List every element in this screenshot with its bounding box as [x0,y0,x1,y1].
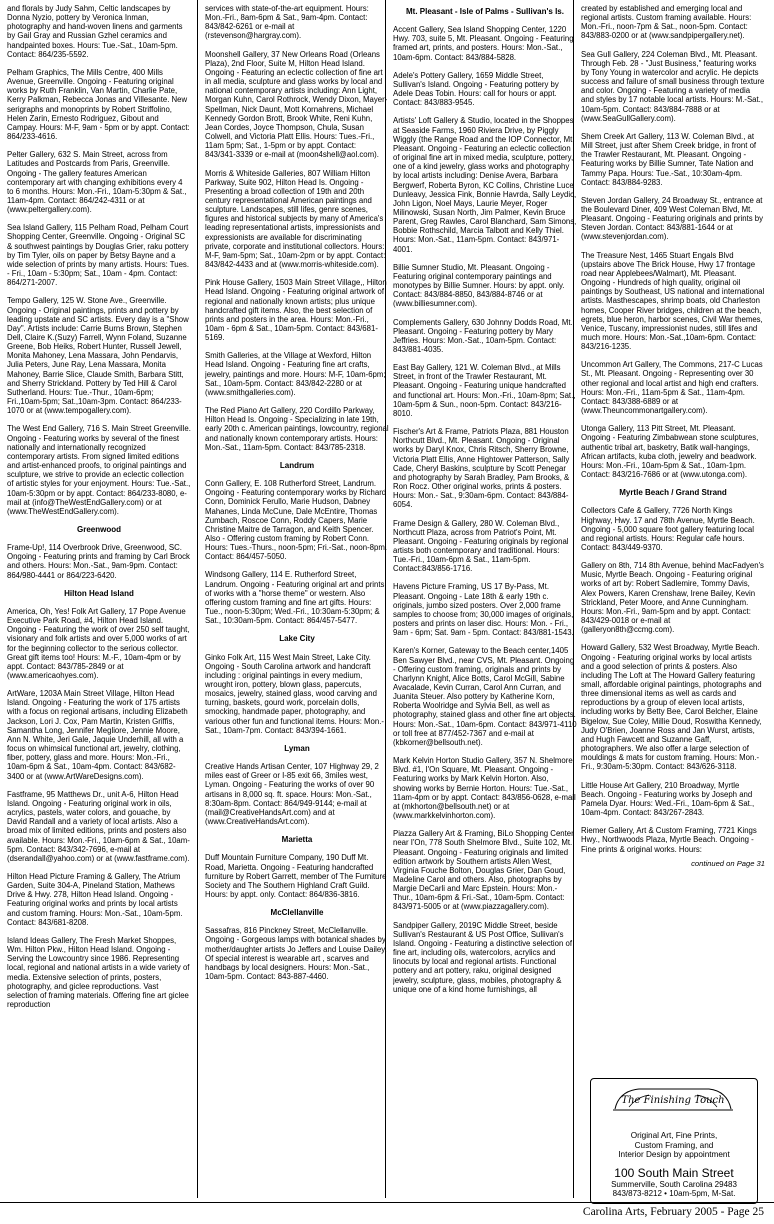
ad-address: 100 South Main Street [614,1166,734,1180]
listing-entry: Uncommon Art Gallery, The Commons, 217-C Lucas St., Mt. Pleasant. Ongoing - Representing over 30 other regional and local artist and high end crafters. Hours: Mon.-Fri., 11am-5pm & Sat., 11am-4pm. Contact: 843/388-6889 or at (www.Theuncommonartgallery.com). [581,360,763,416]
column-2 [205,4,389,1200]
listing-entry: Creative Hands Artisan Center, 107 Highway 29, 2 miles east of Greer or I-85 exit 66, 3miles west, Lyman. Ongoing - Featuring the works of over 90 artisans in 8,000 sq. ft. space. Hours: Mon.-Sat., 8:30am-8pm. Contact: 864/949-9144; e-mail at (mail@CreativeHandsArt.com) and at (www.CreativeHandsArt.com). [205,762,379,827]
listing-entry: Ginko Folk Art, 115 West Main Street, Lake City. Ongoing - South Carolina artwork and handcraft including : original paintings in every medium, wrought iron, pottery, blown glass, papercuts, mosaics, jewelry, stained glass, wood carving and turning, baskets, gourd work, porcelain dolls, smocking, handmade paper, photography, and various other fun and functional items. Hours: Mon.-Sat., 10am-7pm. Contact: 843/394-1661. [205,652,384,735]
column-3 [393,4,577,1200]
listing-entry: America, Oh, Yes! Folk Art Gallery, 17 Pope Avenue Executive Park Road, #4, Hilton Head Island. Ongoing - Featuring the work of over 250 self taught, visionary and folk artists and over 5,000 works of art for the beginning collector to the serious collector. Great gift items too! Hours: M.-F., 10am-4pm or by appt. Contact: 843/785-2849 or at (www.americaohyes.com). [7,606,190,680]
listing-entry: created by established and emerging local and regional artists. Custom framing available. Hours: Mon.-Fri., noon-7pm & Sat., noon-5pm. Contact: 843/883-0200 or at (www.sandpipergallery.net). [581,4,752,41]
ad-contact: 843/873-8212 • 10am-5pm, M-Sat. [612,1189,736,1198]
listing-entry: Complements Gallery, 630 Johnny Dodds Road, Mt. Pleasant. Ongoing - Featuring pottery by Mary Jeffries. Hours: Mon.-Sat., 10am-5pm. Contact: 843/881-4035. [393,317,573,354]
listing-entry: Frame Design & Gallery, 280 W. Coleman Blvd., Northcutt Plaza, across from Patriot's Point, Mt. Pleasant. Ongoing - Featuring originals by regional artists both contemporary and traditional. Hours: Tue.-Fri., 10am-6pm & Sat., 11am-5pm. Contact:843/856-1716. [393,518,569,574]
listing-entry: Karen's Korner, Gateway to the Beach center,1405 Ben Sawyer Blvd., near CVS, Mt. Pleasant. Ongoing - Offering custom framing, originals and prints by Charlynn Knight, Alice Botts, Carol McGill, Sabine Avacalade, Kevin Curran, Carol Ann Curran, and Juanita Steuer. Also pottery by Katherine Korn, Roberta Woolridge and Sylvia Bell, as well as photography, stained glass and other fine art objects. Hours: Mon.-Sat., 10am-6pm. Contact: 843/971-4110 or toll free at 877/452-7367 and e-mail at (kbkorner@bellsouth.net). [393,646,577,747]
section-heading: Hilton Head Island [64,588,134,598]
footer-rule [0,1202,774,1203]
listing-entry: Pelter Gallery, 632 S. Main Street, across from Latitudes and Postcards from Paris, Greenville. Ongoing - The gallery features American contemporary art with changing exhibitions every 4 to 6 months. Hours: Mon.-Fri., 10am-5:30pm & Sat., 11am-4pm. Contact: 864/242-4311 or at (www.peltergallery.com). [7,150,187,215]
listing-entry: Steven Jordan Gallery, 24 Broadway St., entrance at the Boulevard Diner, 409 West Coleman Blvd, Mt. Pleasant. Ongoing - Featuring originals and prints by Steven Jordan. Contact: 843/881-1644 or at (www.stevenjordan.com). [581,195,764,242]
ad-line-2: Custom Framing, and [634,1140,714,1150]
listing-entry: Havens Picture Framing, US 17 By-Pass, Mt. Pleasant. Ongoing - Late 18th & early 19th c. originals, jumbo sized posters. Over 2,000 frame samples to choose from; 30,000 images of originals, posters and prints on laser disc. Hours: Mon. - Fri., 9am - 6pm; Sat. 9am - 5pm. Contact: 843/881-1543. [393,582,574,638]
listing-entry: Fischer's Art & Frame, Patriots Plaza, 881 Houston Northcutt Blvd., Mt. Pleasant. Ongoing - Original works by Daryl Knox, Chris Ritsch, Sherry Browne, Victoria Platt Ellis, Anne Hightower Patterson, Sally Cade, Cheryl Baskins, sculpture by Scott Penegar and photography by Sarah Bradley, Pam Brooks, & Ron Rocz. Other original works, prints & posters. Hours: Mon.- Sat., 9:30am-6pm. Contact: 843/884-6054. [393,427,570,510]
listing-entry: Windsong Gallery, 114 E. Rutherford Street, Landrum. Ongoing - Featuring original art and prints of works with a "horse theme" or western. Also offering custom framing and fine art gifts. Hours: Tue., noon-5:30pm; Wed.-Fri., 10:30am-5:30pm; & Sat., 10:30am-5pm. Contact: 864/457-5477. [205,570,385,626]
listing-entry: The Treasure Nest, 1465 Stuart Engals Blvd (upstairs above The Brick House, Hwy 17 frontage road near Applebees/Walmart), Mt. Pleasant. Ongoing - Hundreds of high quality, original oil paintings by Southeast, US national and international artists. Masthescapes, shrimp boats, old Charleston homes, Cooper River bridges, children at the beach, egrets, blue heron, harbor scenes, Civil War themes, Venice, Tuscany, impressionist nudes, still lifes and much more. Hours: Mon.-Sat.,10am-6pm. Contact: 843/216-1235. [581,250,765,352]
listing-entry: Little House Art Gallery, 210 Broadway, Myrtle Beach. Ongoing - Featuring works by Joseph and Pamela Dyar. Hours: Wed.-Fri., 10am-6pm & Sat., 10am-4pm. Contact: 843/267-2843. [581,780,755,818]
listing-entry: Conn Gallery, E. 108 Rutherford Street, Landrum. Ongoing - Featuring contemporary works by Richard Conn, Dominick Ferullo, Marie Hudson, Dabney Mahanes, Linda McCune, Dale McEntire, Thomas Zumbach, Roscoe Conn, Roddy Capers, Marie Christine Maitre de Tarragon, and Keith Spencer. Also - Offering custom framing by Robert Conn. Hours: Tues.-Thurs., noon-5pm; Fri.-Sat., noon-8pm. Contact: 864/457-5050. [205,479,387,562]
listing-entry: Sea Island Gallery, 115 Pelham Road, Pelham Court Shopping Center, Greenville. Ongoing - Original SC & southwest paintings by Douglas Grier, raku pottery by Tim Tyler, oils on paper by Betsy Bayne and a wide selection of prints by many artists. Hours: Tues. - Fri., 10am - 5:30pm; Sat., 10am - 4pm. Contact: 864/271-2007. [7,223,190,288]
listing-entry: Duff Mountain Furniture Company, 190 Duff Mt. Road, Marietta. Ongoing - Featuring handcrafted furniture by Robert Garrett, member of The Furniture Society and The Southern Highland Craft Guild. Hours: by appt. only. Contact: 864/836-3816. [205,853,387,899]
listing-entry: and florals by Judy Sahm, Celtic landscapes by Donna Nyzio, pottery by Veronica Inman, photography and hand-woven linens and garments by Gail Gray and Russian Gzhel ceramics and handpainted boxes. Hours: Tue.-Sat., 10am-5pm. Contact: 864/235-5592. [7,4,183,59]
listing-entry: Sassafras, 816 Pinckney Street, McClellanville. Ongoing - Gorgeous lamps with botanical shades by mother/daughter artists Jo Jeffers and Louise Dailey. Of special interest is wearable art , scarves and handbags by local designers. Hours: Mon.-Sat., 10am-5pm. Contact: 843-887-4460. [205,926,387,982]
section-heading: Marietta [281,835,313,845]
listing-entry: Tempo Gallery, 125 W. Stone Ave., Greenville. Ongoing - Original paintings, prints and pottery by leading upstate and SC artists. Every day is a "Show Day". Artists include: Carrie Burns Brown, Stephen Dell, Claire K.(Suzy) Farrell, Wynn Foland, Suzanne Greene, Bob Heiks, Robert Hunter, Russell Jewell, Monita Mahoney, Lena Massara, John Pendarvis, Julia Peters, June Ray, Lena Massara, Monita Mahoney, Barrie Slice, Claude Smith, Barbara Stitt, and Sherry Strickland. Pottery by Ted Hill & Carol Sutherland. Hours: Tue.-Thur., 10am-6pm; Fri.,10am-5pm; Sat.,10am-3pm. Contact: 864/233-1070 or at (www.tempogallery.com). [7,296,189,416]
listing-entry: Adele's Pottery Gallery, 1659 Middle Street, Sullivan's Island. Ongoing - Featuring pottery by Adele Deas Tobin. Hours: call for hours or appt. Contact: 843/883-9545. [393,70,559,108]
listing-entry: Hilton Head Picture Framing & Gallery, The Atrium Garden, Suite 304-A, Pineland Station, Mathews Drive & Hwy. 278, Hilton Head Island. Ongoing - Featuring original works and prints by local artists and custom framing. Hours: Mon.-Sat., 10am-5pm. Contact: 843/681-8208. [7,871,183,927]
continued-note: continued on Page 31 [691,858,765,868]
ad-city: Summerville, South Carolina 29483 [611,1180,737,1189]
ad-logo-text: The Finishing Touch [621,1095,725,1106]
section-heading: Myrtle Beach / Grand Strand [619,488,727,498]
listing-entry: Moonshell Gallery, 37 New Orleans Road (Orleans Plaza), 2nd Floor, Suite M, Hilton Head Island. Ongoing - Featuring an eclectic collection of fine art in all media, sculpture and glass works by local and national contemporary artists including: Ann Light, Morgan Kuhn, Carol Rothrock, Wendy Dixon, Mayer-Spellman, Nick Daunt, Mott Kornahrens, Michael Kennedy Gordon Brott, Brook White, Reni Kuhn, Jean Cordes, Joyce Thompson, Chula, Susan Colwell, and Victoria Platt Ellis. Hours: Tues.-Fri., 11am 5pm; Sat., 1-5pm or by appt. Contact: 843/341-3339 or e-mail at (moon4shell@aol.com). [205,49,388,160]
finishing-touch-ad [590,1078,758,1204]
column-1 [7,4,191,1200]
listing-entry: Morris & Whiteside Galleries, 807 William Hilton Parkway, Suite 902, Hilton Head Is. Ongoing - Presenting a broad collection of 19th and 20th century representational American paintings and sculpture. Landscapes, still lifes, genre scenes, figures and historical subjects by many of America's leading representational artists, impressionists and expressionists are available for discriminating private, corporate and institutional collectors. Hours: M-F, 9am-5pm; Sat., 10am-2pm or by appt. Contact: 843/842-4433 and at (www.morris-whiteside.com). [205,168,386,270]
listing-entry: services with state-of-the-art equipment. Hours: Mon.-Fri., 8am-6pm & Sat., 9am-4pm. Contact: 843/842-6261 or e-mail at (rstevenson@hargray.com). [205,4,369,41]
ad-line-1: Original Art, Fine Prints, [630,1131,718,1140]
listing-entry: Sea Gull Gallery, 224 Coleman Blvd., Mt. Pleasant. Through Feb. 28 - "Just Business," featuring works by Tony Young in watercolor and acrylic. He depicts success and failure of small business through texture and color. Ongoing - Featuring a variety of media and styles by 17 notable local artists. Hours: M.-Sat., 10am-5pm. Contact: 843/884-7888 or at (www.SeaGullGallery.com). [581,49,765,123]
section-heading: McClellanville [270,908,324,918]
section-heading: Lake City [279,634,315,644]
section-heading: Lyman [284,743,310,753]
column-divider [197,0,198,1198]
listing-entry: Mark Kelvin Horton Studio Gallery, 357 N. Shelmore Blvd. #1, I'On Square, Mt. Pleasant. Ongoing - Featuring works by Mark Kelvin Horton. Also, showing works by Bernie Horton. Hours: Tue.-Sat., 11am-4pm or by appt. Contact: 843/856-0628, e-mail at (mkhorton@bellsouth.net) or at (www.markkelvinhorton.com). [393,756,576,821]
listing-entry: Riemer Gallery, Art & Custom Framing, 7721 Kings Hwy., Northwoods Plaza, Myrtle Beach. Ongoing - Fine prints & original works. Hours: [581,826,757,854]
listing-entry: Fastframe, 95 Matthews Dr., unit A-6, Hilton Head Island. Ongoing - Featuring original work in oils, acrylics, pastels, water colors, and gouache, by David Randall and a variety of local artists. Also a broad mix of limited editions, prints and posters also available. Hours: Mon.-Fri., 10am-6pm & Sat., 10am-5pm. Contact: 843/342-7696, e-mail at (dserandall@yahoo.com) or at (www.fastframe.com). [7,789,190,863]
page-footer: Carolina Arts, February 2005 - Page 25 [582,1206,764,1218]
listing-entry: Frame-Up!, 114 Overbrook Drive, Greenwood, SC. Ongoing - Featuring prints and framing by Carl Brock and others. Hours: Mon.-Sat., 9am-9pm. Contact: 864/980-4441 or 864/223-6420. [7,543,190,580]
ad-line-3: Interior Design by appointment [618,1150,730,1159]
listing-entry: ArtWare, 1203A Main Street Village, Hilton Head Island. Ongoing - Featuring the work of 175 artists with a focus on regional artisans, including Elizabeth Jackson, Lori J. Cox, Pam Martin, Kristen Griffis, Samantha Long, Jennifer Megliore, Jennie Moore, Ann N. White, Jeri Gale, Jaquie Underhill, all with a focus on whimsical functional art, jewelry, clothing, fiber, pottery, glass and more. Hours: Mon.-Fri., 10am-6pm & Sat., 10am-4pm. Contact: 843/682-3400 or at (www.ArtWareDesigns.com). [7,689,188,781]
listing-entry: Island Ideas Gallery, The Fresh Market Shoppes, Wm. Hilton Pkw., Hilton Head Island. Ongoing - Serving the Lowcountry since 1986. Representing local, regional and national artists in a wide variety of media. Extensive selection of prints, posters, photography, and giclee reproductions. Vast selection of framing materials. Offering fine art giclee reproduction [7,935,190,1009]
listing-entry: Sandpiper Gallery, 2019C Middle Street, beside Sullivan's Restaurant & US Post Office, Sullivan's Island. Ongoing - Featuring a distinctive selection of fine art, including oils, watercolors, acrylics and linocuts by local and regional artists. Functional pottery and art pottery, raku, original designed jewelry, sculpture, glass, mobiles, photography & unique one of a kind home furnishings, all [393,920,572,994]
listing-entry: Pelham Graphics, The Mills Centre, 400 Mills Avenue, Greenville. Ongoing - Featuring original works by Ruth Franklin, Van Martin, Charlie Pate, Kerry Palkman, Rebecca Jonas and Villesante. New serigraphs and monoprints by Robert Striffolino, Helen Zarin, Ernesto Rodriguez, Gibout and Campay. Hours: M-F, 9am - 5pm or by appt. Contact: 864/233-4616. [7,67,190,142]
listing-entry: Utonga Gallery, 113 Pitt Street, Mt. Pleasant. Ongoing - Featuring Zimbabwean stone sculptures, authentic tribal art, basketry, Batik wall-hangings, African artifacts, kuba cloth, jewelry and beadwork. Hours: Mon.-Fri., 10am-5pm & Sat., 10am-1pm. Contact: 843/216-7686 or at (www.utonga.com). [581,424,759,480]
listing-entry: Piazza Gallery Art & Framing, BiLo Shopping Center near I'On, 778 South Shelmore Blvd., Suite 102, Mt. Pleasant. Ongoing - Featuring originals and limited edition artwork by Southern artists Allen West, Virginia Fouche Bolton, Douglas Grier, Dan Goud, Madeline Carol and others. Also, photographs by Margie DeCarli and Marc Epstein. Hours: Mon.-Thur., 10am-6pm & Fri.-Sat., 10am-5pm. Contact: 843/971-5005 or at (www.piazzagallery.com). [393,829,574,912]
section-heading: Mt. Pleasant - Isle of Palms - Sullivan's Is. [406,7,564,16]
listing-entry: Collectors Cafe & Gallery, 7726 North Kings Highway, Hwy. 17 and 78th Avenue, Myrtle Beach. Ongoing - 5,000 square foot gallery featuring local and regional artists. Hours: Regular cafe hours. Contact: 843/449-9370. [581,506,755,552]
column-4 [581,4,765,1200]
section-heading: Landrum [279,460,315,470]
listing-entry: East Bay Gallery, 121 W. Coleman Blvd., at Mills Street, in front of the Trawler Restaurant, Mt. Pleasant. Ongoing - Featuring unique handcrafted and functional art. Hours: Mon.-Fri., 10am-8pm; Sat., 10am-5pm & Sun., noon-5pm. Contact: 843/216-8010. [393,363,576,418]
listing-entry: Pink House Gallery, 1503 Main Street Village,, Hilton Head Island. Ongoing - Featuring original artwork of regional and nationally known artists; plus unique handcrafted gift items. Also, the best selection of prints and posters in the area. Hours: Mon.-Fri., 10am - 6pm & Sat., 10am-5pm. Contact: 843/681-5169. [205,278,387,343]
listing-entry: Howard Gallery, 532 West Broadway, Myrtle Beach. Ongoing - Featuring original works by local artists and a good selection of prints & posters. Also including The Loft at The Howard Gallery featuring small, affordable original paintings, photographs and three dimensional items as well as cards and reproductions by a group of eleven local artists, including works by Betty Bee, Carol Belcher, Elaine Bigelow, Sue Coley, Millie Doud, Roswitha Kennedy, Judy O'Brien, Joanne Ross and Jan Wurst, artists, and Hugh Fawcett and Suzanne Gaff, photographers. We also offer a large selection of mouldings & mats for custom framing. Hours: Mon.-Fri., 9:30am-5:30pm. Contact: 843/626-3118. [581,643,762,772]
section-heading: Greenwood [76,524,121,534]
listing-entry: Shem Creek Art Gallery, 113 W. Coleman Blvd., at Mill Street, just after Shem Creek bridge, in front of the Trawler Restaurant, Mt. Pleasant. Ongoing - Featuring works by Billie Sumner, Tate Nation and Tammy Papa. Hours: Tue.-Sat., 10:30am-4pm. Contact: 843/884-9283. [581,131,757,187]
listing-entry: Smith Galleries, at the Village at Wexford, Hilton Head Island. Ongoing - Featuring fine art crafts, jewelry, paintings and more. Hours: M-F, 10am-6pm; Sat., 10am-5pm. Contact: 843/842-2280 or at (www.smithgalleries.com). [205,351,386,397]
listing-entry: Accent Gallery, Sea Island Shopping Center, 1220 Hwy. 703, suite 5, Mt. Pleasant. Ongoing - Featuring framed art, prints, and posters. Hours: Mon.-Sat., 10am-6pm. Contact: 843/884-5828. [393,25,574,62]
listing-entry: Billie Sumner Studio, Mt. Pleasant. Ongoing - Featuring original contemporary paintings and monotypes by Billie Sumner. Hours: by appt. only. Contact: 843/884-8850, 843/884-8746 or at (www.billiesumner.com). [393,262,565,309]
listing-entry: Artists' Loft Gallery & Studio, located in the Shoppes at Seaside Farms, 1960 Riviera Drive, by Piggly Wiggly (the Range Road and the IOP Connector, Mt. Pleasant. Ongoing - Featuring an eclectic collection of original fine art in mixed media, sculpture, pottery, one of a kind jewelry, glass works and photography by local artists including: Denise Avera, Barbara Bergwerf, Roberta Byron, KC Collins, Christine Luce Dunleavy, Jessica Fink, Bonnie Havrda, Sally Leydic, John Ligon, Noel Mays, Laurie Meyer, Roger Milinowski, Susan North, Jim Palmer, Kevin Bruce Parent, Greg Rawles, Carol Blanchard, Sam Simons, Bobbie Rothschild, Marcia Talbott and Kelly Thiel. Hours: Mon.-Sat., 11am-5pm. Contact: 843/971-4001. [393,116,577,254]
listing-entry: The West End Gallery, 716 S. Main Street Greenville. Ongoing - Featuring works by several of the finest nationally and internationally recognized contemporary artists. From signed limited editions and artist-enhanced proofs, to original paintings and sculpture, we strive to provide an eclectic collection of artistic styles for your enjoyment. Hours: Tue.-Sat., 10am-5:30pm or by appt. Contact: 864/233-8080, e-mail at (info@TheWestEndGallery.com) or at (www.TheWestEndGallery.com). [7,424,191,516]
listing-entry: Gallery on 8th, 714 8th Avenue, behind MacFadyen's Music, Myrtle Beach. Ongoing - Featuring original works of art by: Robert Sadlemire, Tommy Davis, Alex Powers, Karen Crenshaw, Irene Bailey, Kevin Strickland, Peter Moore, and Anne Cunningham. Hours: Mon.-Fri., 9am-5pm and by appt. Contact: 843/429-0018 or e-mail at (galleryon8th@ccmg.com). [581,561,764,635]
listing-entry: The Red Piano Art Gallery, 220 Cordillo Parkway, Hilton Head Is. Ongoing - Specializing in late 19th, early 20th c. American paintings, lowcountry, regional and nationally known contemporary artists. Hours: Mon.-Sat., 11am-5pm. Contact: 843/785-2318. [205,406,389,452]
